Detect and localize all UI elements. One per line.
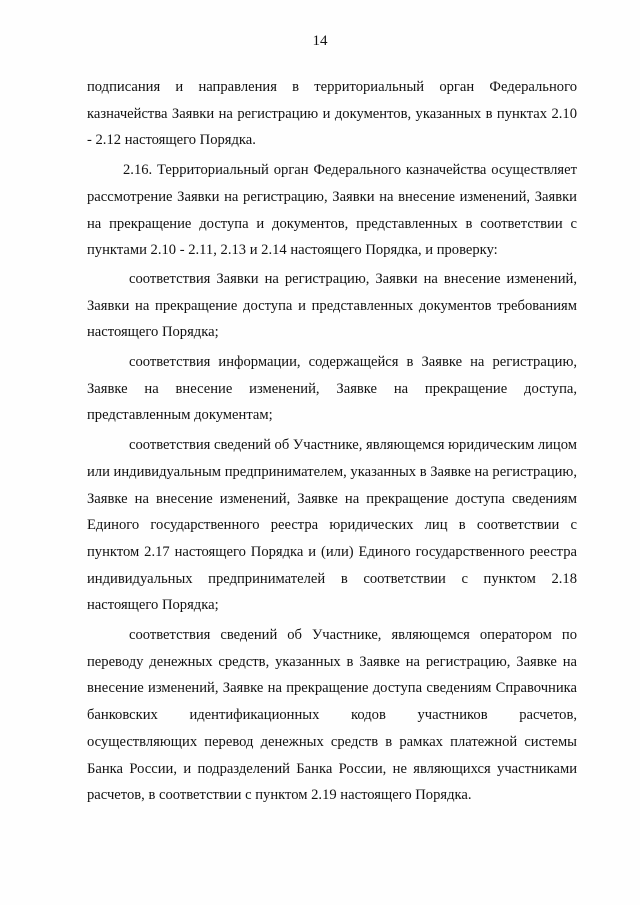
paragraph-check-requirements: соответствия Заявки на регистрацию, Заявки на внесение изменений, Заявки на прекращение доступа и представленных документов требованиям настоящего Порядка;: [87, 270, 577, 341]
paragraph-continuation: подписания и направления в территориальный орган Федерального казначейства Заявки на регистрацию и документов, указанных в пунктах 2.10 - 2.12 настоящего Порядка.: [87, 79, 577, 149]
paragraph-clause-2-16: 2.16. Территориальный орган Федерального казначейства осуществляет рассмотрение Заявки на регистрацию, Заявки на внесение изменений, Заявки на прекращение доступа и документов, представленных в соответствии с пунктами 2.10 - 2.11, 2.13 и 2.14 настоящего Порядка, и проверку:: [87, 162, 577, 259]
paragraph-check-information: соответствия информации, содержащейся в Заявке на регистрацию, Заявке на внесение изменений, Заявке на прекращение доступа, представленным документам;: [87, 354, 577, 424]
document-body: [87, 74, 577, 809]
paragraph-check-registry-data: соответствия сведений об Участнике, являющемся юридическим лицом или индивидуальным предпринимателем, указанных в Заявке на регистрацию, Заявке на внесение изменений, Заявке на прекращение доступа сведениям Единого государственного реестра юридических лиц в соответствии с пунктом 2.17 настоящего Порядка и (или) Единого государственного реестра индивидуальных предпринимателей в соответствии с пунктом 2.18 настоящего Порядка;: [87, 437, 577, 614]
paragraph-check-bank-directory: соответствия сведений об Участнике, являющемся оператором по переводу денежных средств, указанных в Заявке на регистрацию, Заявке на внесение изменений, Заявке на прекращение доступа сведениям Справочника банковских идентификационных кодов участников расчетов, осуществляющих перевод денежных средств в рамках платежной системы Банка России, и подразделений Банка России, не являющихся участниками расчетов, в соответствии с пунктом 2.19 настоящего Порядка.: [87, 627, 577, 804]
page-number: 14: [312, 33, 328, 49]
